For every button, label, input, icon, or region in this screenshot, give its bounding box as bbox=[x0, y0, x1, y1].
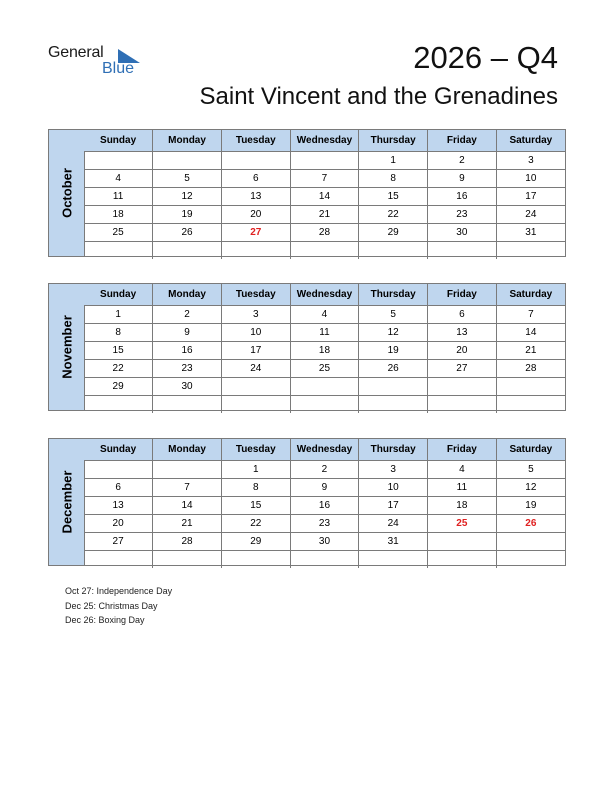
day-cell bbox=[290, 378, 359, 396]
day-cell bbox=[84, 461, 153, 479]
day-cell: 20 bbox=[221, 206, 290, 224]
weekday-header: Friday bbox=[428, 284, 497, 306]
calendar-grid-december bbox=[84, 439, 565, 568]
day-cell bbox=[496, 551, 565, 569]
day-cell: 19 bbox=[496, 497, 565, 515]
month-label-october bbox=[49, 130, 85, 256]
day-cell: 6 bbox=[221, 170, 290, 188]
day-cell: 5 bbox=[496, 461, 565, 479]
day-cell: 9 bbox=[428, 170, 497, 188]
weekday-header: Wednesday bbox=[290, 439, 359, 461]
day-cell: 26 bbox=[359, 360, 428, 378]
weekday-header: Tuesday bbox=[221, 439, 290, 461]
day-cell: 10 bbox=[496, 170, 565, 188]
day-cell: 24 bbox=[359, 515, 428, 533]
day-cell: 14 bbox=[290, 188, 359, 206]
day-cell: 19 bbox=[359, 342, 428, 360]
day-cell: 28 bbox=[496, 360, 565, 378]
day-cell bbox=[428, 551, 497, 569]
day-cell: 28 bbox=[153, 533, 222, 551]
week-row bbox=[84, 324, 565, 342]
day-cell bbox=[290, 242, 359, 260]
day-cell: 14 bbox=[153, 497, 222, 515]
holiday-note: Dec 26: Boxing Day bbox=[65, 615, 145, 625]
day-cell bbox=[84, 551, 153, 569]
day-cell bbox=[359, 551, 428, 569]
day-cell: 30 bbox=[428, 224, 497, 242]
day-cell: 3 bbox=[221, 306, 290, 324]
day-cell: 18 bbox=[428, 497, 497, 515]
week-row bbox=[84, 533, 565, 551]
day-cell: 3 bbox=[359, 461, 428, 479]
day-cell: 15 bbox=[221, 497, 290, 515]
weekday-header-row bbox=[84, 439, 565, 461]
day-cell: 31 bbox=[496, 224, 565, 242]
day-cell bbox=[428, 533, 497, 551]
day-cell bbox=[221, 396, 290, 414]
day-cell bbox=[221, 378, 290, 396]
week-row bbox=[84, 396, 565, 414]
week-row bbox=[84, 360, 565, 378]
day-cell bbox=[290, 396, 359, 414]
week-row bbox=[84, 306, 565, 324]
day-cell: 7 bbox=[496, 306, 565, 324]
weekday-header: Wednesday bbox=[290, 130, 359, 152]
month-name: December bbox=[59, 470, 74, 534]
day-cell bbox=[359, 378, 428, 396]
day-cell bbox=[221, 551, 290, 569]
day-cell: 5 bbox=[359, 306, 428, 324]
day-cell: 14 bbox=[496, 324, 565, 342]
day-cell: 19 bbox=[153, 206, 222, 224]
day-cell bbox=[153, 242, 222, 260]
week-row bbox=[84, 378, 565, 396]
day-cell: 25 bbox=[428, 515, 497, 533]
day-cell bbox=[428, 378, 497, 396]
day-cell: 17 bbox=[221, 342, 290, 360]
day-cell: 27 bbox=[428, 360, 497, 378]
day-cell: 28 bbox=[290, 224, 359, 242]
day-cell: 16 bbox=[153, 342, 222, 360]
weekday-header-row bbox=[84, 284, 565, 306]
holiday-note: Dec 25: Christmas Day bbox=[65, 600, 158, 611]
day-cell: 7 bbox=[153, 479, 222, 497]
day-cell: 13 bbox=[428, 324, 497, 342]
day-cell: 10 bbox=[221, 324, 290, 342]
weekday-header: Friday bbox=[428, 439, 497, 461]
day-cell bbox=[496, 533, 565, 551]
generalblue-logo bbox=[48, 44, 148, 80]
calendar-grid-october bbox=[84, 130, 565, 259]
week-row bbox=[84, 479, 565, 497]
day-cell: 21 bbox=[153, 515, 222, 533]
day-cell bbox=[496, 396, 565, 414]
week-row bbox=[84, 170, 565, 188]
day-cell bbox=[221, 242, 290, 260]
holiday-notes bbox=[65, 584, 172, 628]
day-cell: 24 bbox=[221, 360, 290, 378]
day-cell: 15 bbox=[84, 342, 153, 360]
day-cell: 8 bbox=[84, 324, 153, 342]
day-cell: 12 bbox=[496, 479, 565, 497]
weekday-header: Saturday bbox=[496, 284, 565, 306]
day-cell: 2 bbox=[428, 152, 497, 170]
day-cell: 16 bbox=[290, 497, 359, 515]
weekday-header: Monday bbox=[153, 284, 222, 306]
day-cell: 18 bbox=[290, 342, 359, 360]
week-row bbox=[84, 515, 565, 533]
day-cell: 9 bbox=[290, 479, 359, 497]
day-cell: 11 bbox=[290, 324, 359, 342]
day-cell: 22 bbox=[84, 360, 153, 378]
page-subtitle: Saint Vincent and the Grenadines bbox=[199, 83, 558, 110]
day-cell bbox=[84, 396, 153, 414]
weekday-header: Thursday bbox=[359, 439, 428, 461]
day-cell: 17 bbox=[496, 188, 565, 206]
day-cell: 31 bbox=[359, 533, 428, 551]
day-cell bbox=[84, 242, 153, 260]
day-cell bbox=[153, 152, 222, 170]
weekday-header: Monday bbox=[153, 130, 222, 152]
day-cell: 22 bbox=[359, 206, 428, 224]
week-row bbox=[84, 461, 565, 479]
day-cell bbox=[428, 396, 497, 414]
day-cell: 30 bbox=[153, 378, 222, 396]
logo-blue-text: Blue bbox=[102, 60, 135, 77]
page-title: 2026 – Q4 bbox=[413, 40, 558, 75]
day-cell bbox=[496, 378, 565, 396]
day-cell: 25 bbox=[290, 360, 359, 378]
weekday-header: Wednesday bbox=[290, 284, 359, 306]
day-cell: 29 bbox=[84, 378, 153, 396]
weekday-header-row bbox=[84, 130, 565, 152]
day-cell: 22 bbox=[221, 515, 290, 533]
day-cell: 3 bbox=[496, 152, 565, 170]
week-row bbox=[84, 242, 565, 260]
day-cell bbox=[359, 396, 428, 414]
day-cell: 1 bbox=[84, 306, 153, 324]
week-row bbox=[84, 188, 565, 206]
day-cell: 23 bbox=[153, 360, 222, 378]
weekday-header: Saturday bbox=[496, 130, 565, 152]
month-october bbox=[48, 129, 566, 257]
day-cell: 6 bbox=[428, 306, 497, 324]
day-cell bbox=[153, 396, 222, 414]
day-cell bbox=[428, 242, 497, 260]
weekday-header: Thursday bbox=[359, 284, 428, 306]
day-cell bbox=[496, 242, 565, 260]
day-cell: 4 bbox=[428, 461, 497, 479]
week-row bbox=[84, 342, 565, 360]
day-cell: 11 bbox=[84, 188, 153, 206]
day-cell: 20 bbox=[84, 515, 153, 533]
weekday-header: Tuesday bbox=[221, 130, 290, 152]
day-cell bbox=[153, 551, 222, 569]
day-cell: 25 bbox=[84, 224, 153, 242]
month-december bbox=[48, 438, 566, 566]
day-cell bbox=[290, 152, 359, 170]
week-row bbox=[84, 497, 565, 515]
day-cell: 4 bbox=[290, 306, 359, 324]
month-november bbox=[48, 283, 566, 411]
weekday-header: Monday bbox=[153, 439, 222, 461]
weekday-header: Friday bbox=[428, 130, 497, 152]
day-cell: 18 bbox=[84, 206, 153, 224]
day-cell: 7 bbox=[290, 170, 359, 188]
day-cell: 2 bbox=[290, 461, 359, 479]
month-name: November bbox=[59, 315, 74, 379]
day-cell: 11 bbox=[428, 479, 497, 497]
day-cell bbox=[359, 242, 428, 260]
day-cell: 5 bbox=[153, 170, 222, 188]
day-cell: 21 bbox=[496, 342, 565, 360]
day-cell: 2 bbox=[153, 306, 222, 324]
day-cell bbox=[221, 152, 290, 170]
weekday-header: Sunday bbox=[84, 130, 153, 152]
day-cell: 12 bbox=[153, 188, 222, 206]
day-cell: 27 bbox=[84, 533, 153, 551]
day-cell: 13 bbox=[221, 188, 290, 206]
day-cell bbox=[290, 551, 359, 569]
day-cell: 26 bbox=[496, 515, 565, 533]
day-cell: 10 bbox=[359, 479, 428, 497]
weekday-header: Tuesday bbox=[221, 284, 290, 306]
day-cell: 15 bbox=[359, 188, 428, 206]
weekday-header: Thursday bbox=[359, 130, 428, 152]
day-cell: 16 bbox=[428, 188, 497, 206]
day-cell: 1 bbox=[359, 152, 428, 170]
day-cell: 29 bbox=[359, 224, 428, 242]
day-cell: 13 bbox=[84, 497, 153, 515]
week-row bbox=[84, 206, 565, 224]
day-cell: 12 bbox=[359, 324, 428, 342]
day-cell: 6 bbox=[84, 479, 153, 497]
day-cell: 27 bbox=[221, 224, 290, 242]
weekday-header: Saturday bbox=[496, 439, 565, 461]
weekday-header: Sunday bbox=[84, 284, 153, 306]
day-cell: 8 bbox=[221, 479, 290, 497]
day-cell: 4 bbox=[84, 170, 153, 188]
day-cell: 26 bbox=[153, 224, 222, 242]
month-label-december bbox=[49, 439, 85, 565]
day-cell: 20 bbox=[428, 342, 497, 360]
week-row bbox=[84, 152, 565, 170]
day-cell: 24 bbox=[496, 206, 565, 224]
day-cell bbox=[153, 461, 222, 479]
week-row bbox=[84, 551, 565, 569]
day-cell: 29 bbox=[221, 533, 290, 551]
calendar-grid-november bbox=[84, 284, 565, 413]
day-cell: 23 bbox=[428, 206, 497, 224]
logo-general-text: General bbox=[48, 44, 104, 61]
week-row bbox=[84, 224, 565, 242]
day-cell: 30 bbox=[290, 533, 359, 551]
day-cell bbox=[84, 152, 153, 170]
month-label-november bbox=[49, 284, 85, 410]
day-cell: 23 bbox=[290, 515, 359, 533]
day-cell: 9 bbox=[153, 324, 222, 342]
day-cell: 1 bbox=[221, 461, 290, 479]
holiday-note: Oct 27: Independence Day bbox=[65, 586, 173, 596]
month-name: October bbox=[59, 168, 74, 218]
day-cell: 21 bbox=[290, 206, 359, 224]
weekday-header: Sunday bbox=[84, 439, 153, 461]
day-cell: 17 bbox=[359, 497, 428, 515]
day-cell: 8 bbox=[359, 170, 428, 188]
